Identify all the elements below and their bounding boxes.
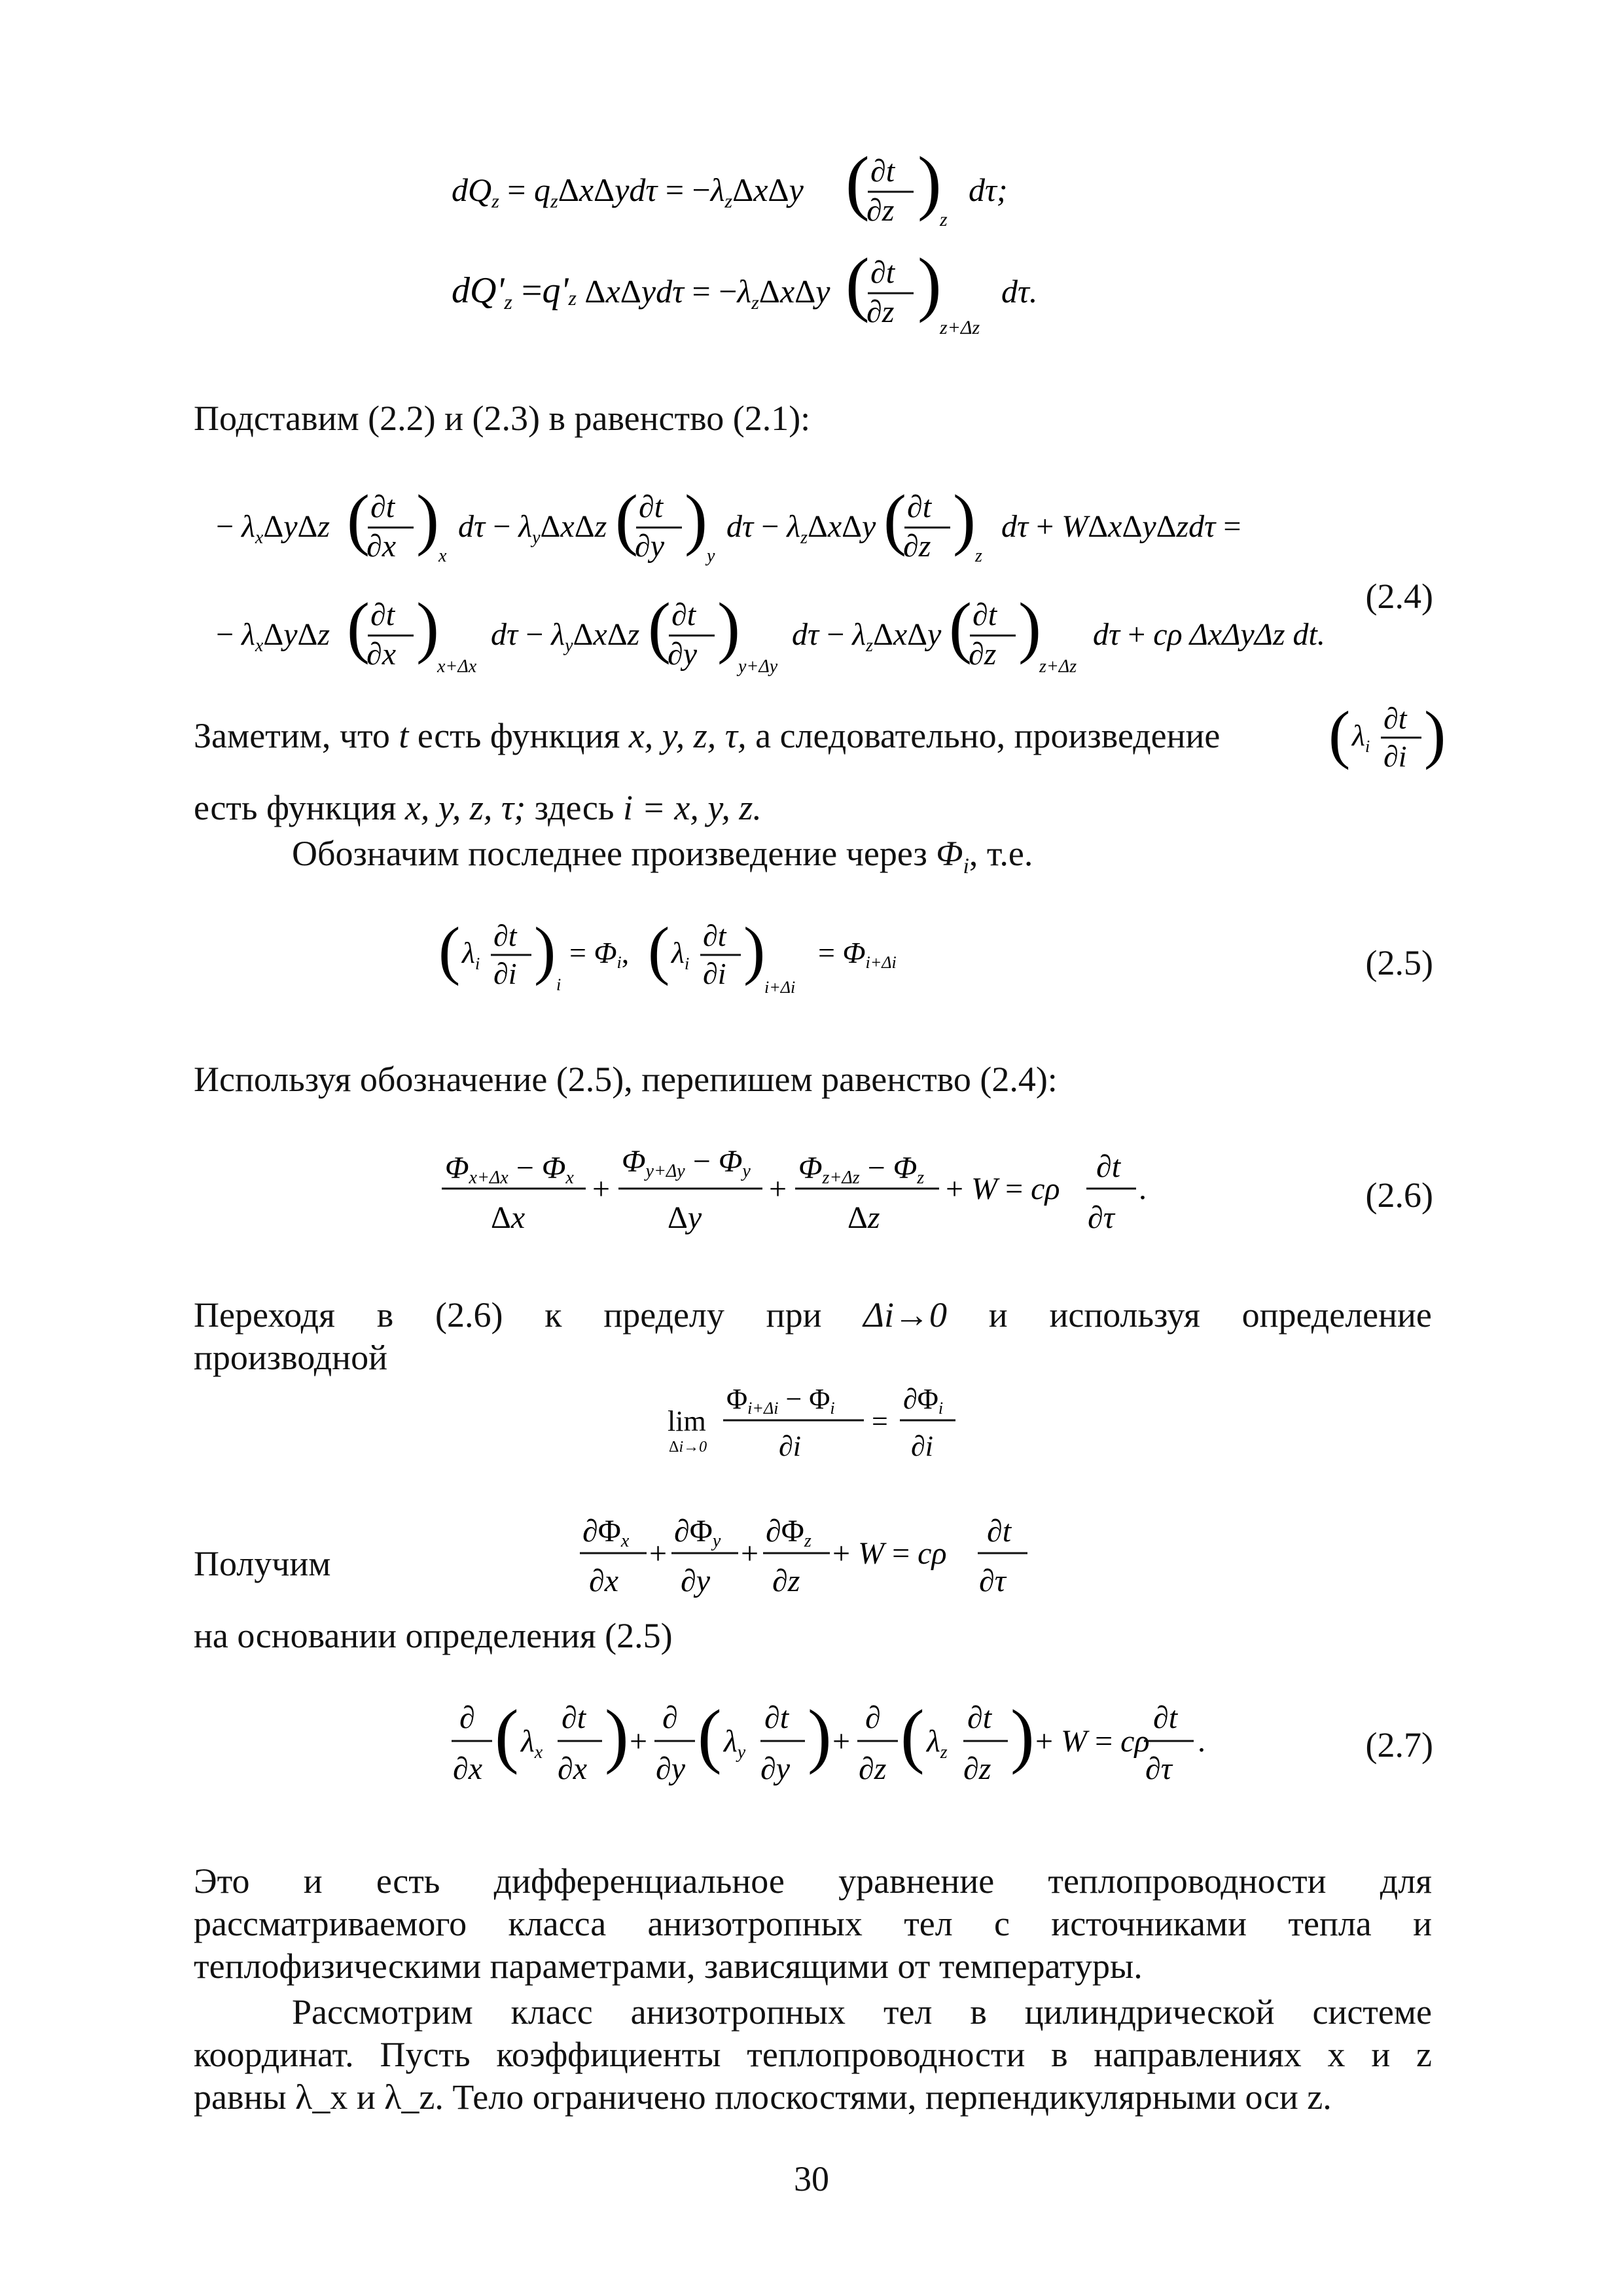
svg-text:): ) — [1010, 1695, 1035, 1775]
svg-text:Δx: Δx — [491, 1200, 526, 1235]
svg-text:): ) — [808, 1695, 832, 1775]
paragraph-this-line1: Это и есть дифференциальное уравнение теплопроводности для — [194, 1861, 1432, 1901]
svg-text:): ) — [685, 480, 707, 557]
svg-text:∂y: ∂y — [635, 529, 665, 564]
svg-text:(: ( — [495, 1695, 519, 1775]
svg-text:∂t: ∂t — [671, 598, 696, 632]
paragraph-limit-line2: производной — [194, 1338, 387, 1377]
svg-text:): ) — [416, 588, 439, 665]
inline-lambda-product — [1329, 691, 1446, 789]
svg-text:(: ( — [648, 588, 671, 665]
svg-text:i: i — [556, 975, 562, 994]
svg-text:+: + — [649, 1536, 668, 1571]
svg-text:∂y: ∂y — [681, 1564, 711, 1598]
svg-text:x+Δx: x+Δx — [437, 656, 477, 677]
svg-text:(: ( — [347, 588, 370, 665]
svg-text:∂τ: ∂τ — [1145, 1751, 1172, 1786]
equation-number-2-7: (2.7) — [1365, 1725, 1433, 1765]
svg-text:): ) — [717, 588, 740, 665]
svg-text:): ) — [953, 480, 976, 557]
svg-text:+: + — [832, 1724, 851, 1759]
svg-text:λz: $\lambda_z$ — [927, 1724, 948, 1763]
svg-text:(: ( — [846, 142, 870, 222]
svg-text:∂t: ∂t — [703, 919, 726, 952]
svg-text:∂τ: ∂τ — [979, 1564, 1006, 1598]
equation-number-2-6: (2.6) — [1365, 1175, 1433, 1215]
svg-text:Δz: Δz — [847, 1200, 880, 1235]
svg-text:∂t: ∂t — [972, 598, 997, 632]
equation-obtain — [582, 1502, 1054, 1613]
svg-text:+: + — [769, 1172, 787, 1206]
svg-text:∂x: ∂x — [366, 637, 397, 672]
svg-text:(: ( — [883, 480, 906, 557]
svg-text:+: + — [741, 1536, 759, 1571]
svg-text:(: ( — [846, 243, 870, 323]
page-number: 30 — [794, 2159, 829, 2198]
svg-text:∂z: ∂z — [859, 1751, 887, 1786]
svg-text:∂y: ∂y — [656, 1751, 686, 1786]
svg-text:dτ − λzΔxΔy: $d\tau - \lambda_z\Delta x\Delta y$ — [726, 509, 876, 548]
svg-text:dτ;: dτ; — [969, 171, 1008, 208]
svg-text:λi: $\lambda_i$ — [671, 936, 690, 973]
svg-text:∂t: ∂t — [1153, 1700, 1178, 1735]
paragraph-consider-line1: Рассмотрим класс анизотропных тел в цилиндрической системе — [292, 1992, 1432, 2032]
svg-text:): ) — [918, 243, 942, 323]
svg-text:dτ.: dτ. — [1001, 273, 1038, 310]
svg-text:∂i: ∂i — [779, 1430, 801, 1462]
svg-text:∂x: ∂x — [558, 1751, 588, 1786]
equation-dQz — [452, 141, 1041, 232]
paragraph-consider-line3: равны λ_x и λ_z. Тело ограничено плоскостями, перпендикулярными оси z. — [194, 2077, 1332, 2117]
svg-text:): ) — [605, 1695, 629, 1775]
svg-text:= Φi+Δi: = Φi+Δi — [818, 936, 897, 972]
svg-text:Φx+Δx − Φx: Φx+Δx − Φx — [445, 1151, 574, 1188]
equation-number-2-5: (2.5) — [1365, 943, 1433, 982]
paragraph-basis: на основании определения (2.5) — [194, 1616, 673, 1655]
svg-text:): ) — [416, 480, 439, 557]
svg-text:∂z: ∂z — [963, 1751, 991, 1786]
svg-text:(: ( — [949, 588, 972, 665]
svg-text:∂t: ∂t — [370, 490, 395, 524]
svg-text:+ W = cρ: + W = cρ — [946, 1172, 1060, 1206]
svg-text:.: . — [1198, 1724, 1205, 1759]
paragraph-this-line3: теплофизическими параметрами, зависящими от температуры. — [194, 1946, 1143, 1986]
paragraph-consider-line2: координат. Пусть коэффициенты теплопроводности в направлениях x и z — [194, 2035, 1432, 2074]
svg-text:∂x: ∂x — [589, 1564, 619, 1598]
svg-text:(: ( — [698, 1695, 722, 1775]
svg-text:∂z: ∂z — [903, 529, 931, 564]
svg-text:∂t: ∂t — [987, 1514, 1012, 1549]
svg-text:(: ( — [648, 914, 670, 986]
svg-text:∂t: ∂t — [907, 490, 932, 524]
svg-text:): ) — [534, 914, 556, 986]
svg-text:Φz+Δz − Φz: Φz+Δz − Φz — [798, 1151, 925, 1188]
svg-text:λi: $\lambda_i$ — [1352, 719, 1370, 756]
svg-text:∂y: ∂y — [760, 1751, 791, 1786]
svg-text:∂i: ∂i — [911, 1430, 933, 1462]
equation-number-2-4: (2.4) — [1365, 577, 1433, 616]
svg-text:i+Δi: i+Δi — [764, 978, 796, 997]
svg-text:): ) — [1018, 588, 1041, 665]
svg-text:∂: ∂ — [865, 1700, 881, 1735]
svg-text:λx: $\lambda_x$ — [521, 1724, 543, 1763]
svg-text:dQ'z =q'z ΔxΔydτ = −λzΔxΔy: dQ'z =q'z ΔxΔydτ = −λzΔxΔy — [452, 270, 830, 314]
svg-text:+: + — [630, 1724, 648, 1759]
svg-text:∂i: ∂i — [1383, 740, 1407, 773]
svg-text:z: z — [975, 546, 982, 566]
svg-text:∂z: ∂z — [772, 1564, 800, 1598]
svg-text:∂Φi: ∂Φi — [903, 1383, 944, 1418]
svg-text:Δy: Δy — [668, 1200, 702, 1235]
svg-text:Φi+Δi − Φi: Φi+Δi − Φi — [726, 1383, 835, 1418]
svg-text:dτ + cρ ΔxΔyΔz dt.: dτ + cρ ΔxΔyΔz dt. — [1093, 617, 1325, 652]
svg-text:dτ + WΔxΔyΔzdτ =: dτ + WΔxΔyΔzdτ = — [1001, 509, 1241, 544]
svg-text:λi: $\lambda_i$ — [462, 936, 480, 973]
svg-text:∂t: ∂t — [1096, 1149, 1121, 1184]
svg-text:.: . — [1139, 1172, 1147, 1206]
svg-text:): ) — [743, 914, 766, 986]
svg-text:∂z: ∂z — [866, 193, 895, 228]
svg-text:y: y — [707, 546, 715, 566]
svg-text:Δi→0: Δi→0 — [669, 1439, 707, 1456]
paragraph-using: Используя обозначение (2.5), перепишем равенство (2.4): — [194, 1060, 1058, 1099]
equation-2-4 — [216, 478, 1361, 694]
paragraph-denote: Обозначим последнее произведение через $\Phi_i$, т.е. — [292, 834, 1033, 878]
svg-text:∂t: ∂t — [1383, 702, 1407, 735]
svg-text:x: x — [438, 546, 447, 566]
svg-text:= Φi,: = Φi, — [569, 936, 630, 972]
svg-text:dQz = qzΔxΔydτ = −λzΔxΔy: $dQ_z = q_z\Delta x\Delta yd\tau = -\lambda_z\Delta x\Delta y$ — [452, 171, 804, 212]
svg-text:∂t: ∂t — [493, 919, 517, 952]
svg-text:∂: ∂ — [459, 1700, 475, 1735]
svg-text:∂z: ∂z — [969, 637, 997, 672]
svg-text:Φy+Δy − Φy: Φy+Δy − Φy — [622, 1144, 751, 1181]
svg-text:∂t: ∂t — [870, 154, 895, 188]
svg-text:− λxΔyΔz: − $\lambda_x\Delta y\Delta z$ — [216, 509, 330, 548]
svg-text:∂t: ∂t — [639, 490, 664, 524]
svg-text:∂t: ∂t — [562, 1700, 586, 1735]
svg-text:∂z: ∂z — [866, 295, 895, 329]
svg-text:(: ( — [1329, 698, 1351, 770]
svg-text:lim: lim — [668, 1405, 706, 1437]
equation-2-7 — [452, 1689, 1237, 1806]
paragraph-note-line2: есть функция x, y, z, τ; здесь i = x, y, z. — [194, 788, 762, 827]
svg-text:=: = — [872, 1405, 888, 1437]
svg-text:y+Δy: y+Δy — [738, 656, 778, 677]
svg-text:∂x: ∂x — [366, 529, 397, 564]
svg-text:∂Φx: ∂Φx — [582, 1514, 630, 1551]
svg-text:(: ( — [615, 480, 638, 557]
svg-text:∂t: ∂t — [370, 598, 395, 632]
equation-dQz-prime — [452, 242, 1041, 340]
svg-text:z+Δz: z+Δz — [1039, 656, 1077, 677]
svg-text:+ W = cρ: + W = cρ — [1035, 1724, 1150, 1759]
svg-text:(: ( — [901, 1695, 925, 1775]
paragraph-substitute: Подставим (2.2) и (2.3) в равенство (2.1): — [194, 399, 811, 438]
svg-text:∂τ: ∂τ — [1088, 1200, 1115, 1235]
svg-text:(: ( — [438, 914, 461, 986]
svg-text:): ) — [1424, 698, 1446, 770]
svg-text:dτ − λyΔxΔz: $d\tau - \lambda_y\Delta x\Delta z$ — [491, 617, 640, 656]
svg-text:dτ − λyΔxΔz: $d\tau - \lambda_y\Delta x\Delta z$ — [458, 509, 607, 548]
svg-text:∂t: ∂t — [870, 255, 895, 290]
svg-text:z+Δz: z+Δz — [940, 317, 980, 338]
svg-text:− λxΔyΔz: − $\lambda_x\Delta y\Delta z$ — [216, 617, 330, 656]
equation-2-6 — [438, 1139, 1191, 1250]
svg-text:+: + — [592, 1172, 611, 1206]
paragraph-limit-line1: Переходя в (2.6) к пределу при Δi→0 и используя определение — [194, 1295, 1432, 1335]
svg-text:∂Φy: ∂Φy — [674, 1514, 721, 1551]
svg-text:∂x: ∂x — [453, 1751, 483, 1786]
svg-text:∂: ∂ — [662, 1700, 678, 1735]
svg-text:z: z — [940, 209, 948, 230]
svg-text:∂i: ∂i — [493, 957, 517, 990]
svg-text:dτ − λzΔxΔy: $d\tau - \lambda_z\Delta x\Delta y$ — [792, 617, 942, 656]
svg-text:λy: $\lambda_y$ — [724, 1724, 746, 1763]
paragraph-note-line1: Заметим, что t есть функция x, y, z, τ, а следовательно, произведение — [194, 716, 1221, 755]
svg-text:∂t: ∂t — [967, 1700, 992, 1735]
equation-2-5 — [438, 906, 936, 1011]
svg-text:∂y: ∂y — [668, 637, 698, 672]
svg-text:∂Φz: ∂Φz — [766, 1514, 812, 1551]
paragraph-obtain: Получим — [194, 1544, 331, 1583]
paragraph-this-line2: рассматриваемого класса анизотропных тел с источниками тепла и — [194, 1904, 1432, 1943]
svg-text:(: ( — [347, 480, 370, 557]
equation-limit — [668, 1374, 995, 1466]
svg-text:∂t: ∂t — [764, 1700, 789, 1735]
svg-text:): ) — [918, 142, 942, 222]
svg-text:+ W = cρ: + W = cρ — [832, 1536, 947, 1571]
svg-text:∂i: ∂i — [703, 957, 726, 990]
